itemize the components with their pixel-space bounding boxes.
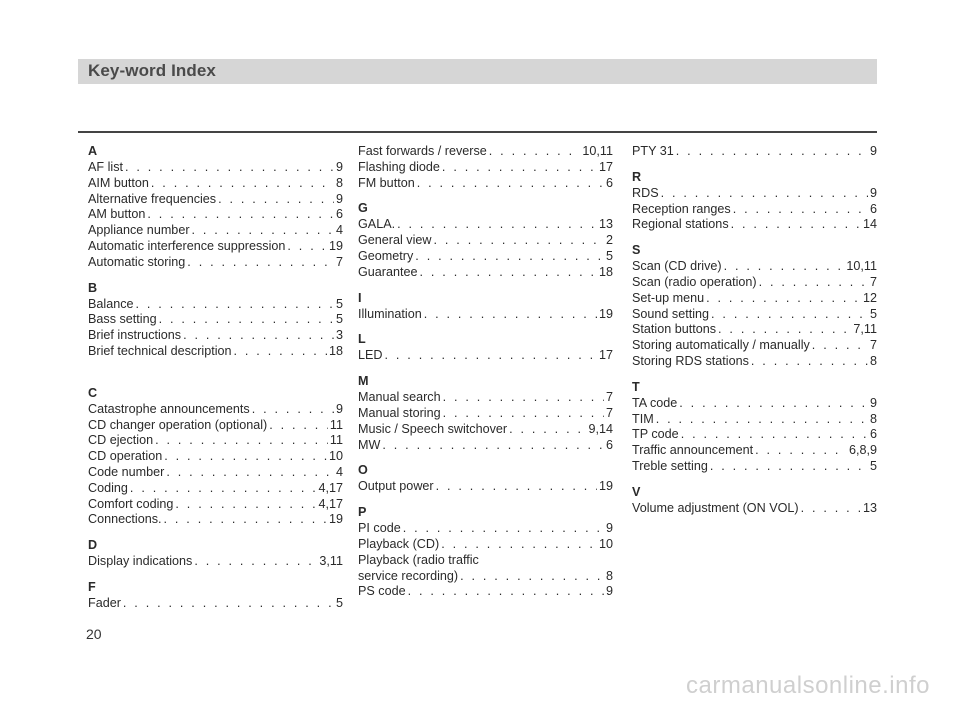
dot-leader xyxy=(415,249,604,265)
index-entry-page: 10 xyxy=(328,449,343,464)
index-entry xyxy=(88,554,343,570)
index-entry-label: RDS xyxy=(632,185,659,200)
index-entry-label: Balance xyxy=(88,296,134,311)
index-entry-label: Catastrophe announcements xyxy=(88,401,250,416)
index-entry xyxy=(358,233,613,249)
section-letter: R xyxy=(632,169,642,184)
index-entry-page: 5 xyxy=(869,306,877,321)
section-letter: D xyxy=(88,538,98,553)
index-entry xyxy=(358,553,613,569)
dot-leader xyxy=(192,223,334,239)
index-entry-label: Output power xyxy=(358,479,434,494)
index-entry-label: Display indications xyxy=(88,554,193,569)
index-entry-label: Volume adjustment (ON VOL) xyxy=(632,500,799,515)
index-entry xyxy=(358,406,613,422)
dot-leader xyxy=(711,307,868,323)
index-entry-page: 10,11 xyxy=(846,259,877,274)
section-letter: B xyxy=(88,280,98,295)
index-entry-label: Coding xyxy=(88,480,128,495)
index-entry-label: Storing automatically / manually xyxy=(632,338,810,353)
index-entry-page: 3,11 xyxy=(319,554,343,569)
index-entry xyxy=(358,348,613,364)
index-entry xyxy=(632,144,877,160)
dot-leader xyxy=(183,328,334,344)
index-column-1 xyxy=(88,144,343,612)
index-entry-page: 5 xyxy=(869,458,877,473)
index-column-2 xyxy=(358,144,613,600)
dot-leader xyxy=(175,497,316,513)
index-entry xyxy=(632,186,877,202)
index-entry-page: 5 xyxy=(605,248,613,263)
section-letter: I xyxy=(358,290,362,305)
section-spacer xyxy=(358,281,613,291)
index-entry-label: Manual search xyxy=(358,390,441,405)
index-entry-label: MW xyxy=(358,437,381,452)
index-entry-page: 7 xyxy=(869,274,877,289)
index-entry-page: 9 xyxy=(335,160,343,174)
page-title: Key-word Index xyxy=(88,61,216,80)
index-entry-label: CD changer operation (optional) xyxy=(88,417,268,432)
index-entry-page: 17 xyxy=(598,159,613,174)
index-entry-page: 6 xyxy=(869,427,877,442)
index-entry xyxy=(88,255,343,271)
section-spacer xyxy=(88,528,343,538)
section-letter: A xyxy=(88,144,98,158)
section-letter: V xyxy=(632,484,641,499)
index-entry xyxy=(632,322,877,338)
dot-leader xyxy=(408,584,604,600)
index-entry-label: AM button xyxy=(88,207,146,222)
index-entry-page: 17 xyxy=(598,348,613,363)
dot-leader xyxy=(123,596,334,612)
index-entry xyxy=(88,223,343,239)
index-entry-page: 6 xyxy=(335,207,343,222)
index-entry-label: General view xyxy=(358,233,432,248)
index-entry-label: Comfort coding xyxy=(88,496,174,511)
header-rule xyxy=(78,131,877,133)
section-spacer xyxy=(358,495,613,505)
index-entry-page: 8 xyxy=(869,411,877,426)
index-entry-label: Flashing diode xyxy=(358,159,440,174)
index-entry-label: GALA. xyxy=(358,217,396,232)
index-entry-label: Regional stations xyxy=(632,217,729,232)
index-entry-page: 8 xyxy=(605,568,613,583)
index-entry-page: 6 xyxy=(605,437,613,452)
header-bar xyxy=(78,59,877,84)
index-entry-page: 19 xyxy=(328,512,343,527)
index-entry xyxy=(88,449,343,465)
dot-leader xyxy=(661,186,868,202)
index-entry-label: Alternative frequencies xyxy=(88,191,217,206)
index-entry-label: Geometry xyxy=(358,248,414,263)
index-entry-page: 9 xyxy=(335,401,343,416)
index-entry xyxy=(632,443,877,459)
dot-leader xyxy=(155,433,328,449)
index-entry xyxy=(88,596,343,612)
dot-leader xyxy=(443,390,604,406)
dot-leader xyxy=(269,418,328,434)
section-spacer xyxy=(632,233,877,243)
index-entry-page: 10,11 xyxy=(582,144,613,158)
index-entry xyxy=(358,390,613,406)
index-entry-label: Storing RDS stations xyxy=(632,353,749,368)
index-entry-page: 5 xyxy=(335,296,343,311)
index-entry-label: PTY 31 xyxy=(632,144,674,158)
index-entry xyxy=(88,497,343,513)
section-spacer xyxy=(88,570,343,580)
index-entry-label: Traffic announcement xyxy=(632,443,754,458)
index-entry xyxy=(88,312,343,328)
dot-leader xyxy=(420,265,597,281)
index-entry xyxy=(88,344,343,360)
dot-leader xyxy=(164,449,327,465)
index-entry xyxy=(358,160,613,176)
index-entry xyxy=(358,217,613,233)
index-entry-label: Connections. xyxy=(88,512,162,527)
section-spacer xyxy=(358,453,613,463)
index-entry-page: 10 xyxy=(598,536,613,551)
index-entry-label: Brief technical description xyxy=(88,343,232,358)
section-spacer xyxy=(358,191,613,201)
index-entry-label: Manual storing xyxy=(358,405,441,420)
index-entry-page: 7 xyxy=(869,338,877,353)
dot-leader xyxy=(656,412,868,428)
index-entry-label: Fader xyxy=(88,595,121,610)
section-letter: O xyxy=(358,463,368,478)
index-entry xyxy=(88,160,343,176)
index-entry-page: 4,17 xyxy=(318,496,343,511)
section-spacer xyxy=(358,364,613,374)
index-entry xyxy=(358,479,613,495)
index-entry xyxy=(358,569,613,585)
dot-leader xyxy=(679,396,868,412)
index-entry-label: Automatic interference suppression xyxy=(88,238,286,253)
dot-leader xyxy=(812,338,868,354)
dot-leader xyxy=(724,259,845,275)
index-entry-page: 11 xyxy=(329,433,343,448)
index-entry-page: 6 xyxy=(869,201,877,216)
index-entry xyxy=(632,412,877,428)
dot-leader xyxy=(676,144,868,160)
dot-leader xyxy=(287,239,327,255)
index-entry-label: Appliance number xyxy=(88,223,190,238)
index-entry-label: Scan (radio operation) xyxy=(632,274,757,289)
section-letter: C xyxy=(88,385,98,400)
dot-leader xyxy=(385,348,597,364)
dot-leader xyxy=(234,344,327,360)
index-entry-page: 9 xyxy=(605,584,613,599)
dot-leader xyxy=(509,422,586,438)
section-letter: S xyxy=(632,243,641,258)
section-letter: M xyxy=(358,374,369,389)
section-letter: L xyxy=(358,332,366,347)
index-entry-page: 13 xyxy=(862,500,877,515)
index-entry-page: 18 xyxy=(598,264,613,279)
dot-leader xyxy=(403,521,604,537)
index-entry-page: 19 xyxy=(598,479,613,494)
index-entry-label: LED xyxy=(358,348,383,363)
index-entry-page: 8 xyxy=(335,175,343,190)
section-spacer xyxy=(88,271,343,281)
dot-leader xyxy=(436,479,597,495)
index-entry xyxy=(632,307,877,323)
index-entry xyxy=(632,396,877,412)
index-entry-page: 4 xyxy=(335,223,343,238)
section-letter: F xyxy=(88,579,96,594)
index-entry xyxy=(358,144,613,160)
index-entry-label: TIM xyxy=(632,411,654,426)
index-entry xyxy=(632,459,877,475)
index-entry-page: 18 xyxy=(328,343,343,358)
section-spacer xyxy=(632,370,877,380)
index-entry-page: 2 xyxy=(605,233,613,248)
dot-leader xyxy=(442,160,597,176)
index-entry xyxy=(88,239,343,255)
index-entry-page: 3 xyxy=(335,328,343,343)
dot-leader xyxy=(718,322,851,338)
dot-leader xyxy=(424,307,597,323)
index-entry-page: 12 xyxy=(862,290,877,305)
index-entry-page: 9,14 xyxy=(588,421,613,436)
index-entry-label: Bass setting xyxy=(88,312,157,327)
index-entry-label: Illumination xyxy=(358,306,422,321)
dot-leader xyxy=(187,255,334,271)
index-entry xyxy=(358,307,613,323)
index-entry-page: 19 xyxy=(598,306,613,321)
index-entry xyxy=(88,433,343,449)
dot-leader xyxy=(417,176,604,192)
dot-leader xyxy=(194,554,317,570)
dot-leader xyxy=(151,176,334,192)
section-spacer xyxy=(88,360,343,386)
dot-leader xyxy=(751,354,868,370)
index-entry-label: AF list xyxy=(88,160,123,174)
index-entry-label: Guarantee xyxy=(358,264,418,279)
index-entry xyxy=(358,249,613,265)
section-spacer xyxy=(632,160,877,170)
dot-leader xyxy=(136,297,334,313)
dot-leader xyxy=(159,312,334,328)
index-entry-label: Music / Speech switchover xyxy=(358,421,508,436)
index-entry-page: 9 xyxy=(869,185,877,200)
dot-leader xyxy=(125,160,334,176)
index-entry-page: 5 xyxy=(335,595,343,610)
index-entry xyxy=(632,259,877,275)
index-entry xyxy=(632,354,877,370)
index-entry xyxy=(88,176,343,192)
index-entry-label: Fast forwards / reverse xyxy=(358,144,487,158)
dot-leader xyxy=(759,275,868,291)
index-entry-label: PI code xyxy=(358,521,401,536)
index-entry-label: Playback (radio traffic xyxy=(358,552,479,567)
index-entry-page: 7,11 xyxy=(853,322,877,337)
dot-leader xyxy=(489,144,581,160)
index-entry-label: TP code xyxy=(632,427,679,442)
index-entry xyxy=(632,291,877,307)
index-entry xyxy=(358,537,613,553)
index-entry-page: 6 xyxy=(605,175,613,190)
index-entry-label: FM button xyxy=(358,175,415,190)
index-entry-label: Scan (CD drive) xyxy=(632,259,722,274)
index-entry-page: 13 xyxy=(598,217,613,232)
index-entry xyxy=(88,192,343,208)
page-number: 20 xyxy=(86,626,102,642)
dot-leader xyxy=(218,192,334,208)
index-entry xyxy=(88,207,343,223)
index-entry-page: 9 xyxy=(605,521,613,536)
dot-leader xyxy=(434,233,604,249)
index-entry-label: Code number xyxy=(88,464,165,479)
index-entry-page: 9 xyxy=(869,395,877,410)
index-entry-page: 7 xyxy=(605,390,613,405)
dot-leader xyxy=(397,217,597,233)
dot-leader xyxy=(443,406,604,422)
index-entry-page: 4,17 xyxy=(318,480,343,495)
index-entry-page: 9 xyxy=(335,191,343,206)
index-entry xyxy=(358,438,613,454)
index-entry-label: AIM button xyxy=(88,175,149,190)
dot-leader xyxy=(166,465,334,481)
index-entry-label: Treble setting xyxy=(632,458,708,473)
index-entry xyxy=(358,422,613,438)
index-entry-page: 11 xyxy=(329,417,343,432)
watermark: carmanualsonline.info xyxy=(686,672,930,699)
dot-leader xyxy=(706,291,861,307)
index-entry xyxy=(358,176,613,192)
index-entry-label: TA code xyxy=(632,395,678,410)
index-entry xyxy=(632,501,877,517)
index-entry xyxy=(88,481,343,497)
dot-leader xyxy=(252,402,334,418)
index-entry xyxy=(632,217,877,233)
section-spacer xyxy=(632,475,877,485)
section-letter: G xyxy=(358,201,368,216)
index-entry-page: 8 xyxy=(869,353,877,368)
index-entry xyxy=(88,512,343,528)
dot-leader xyxy=(130,481,317,497)
index-entry xyxy=(358,265,613,281)
dot-leader xyxy=(733,202,868,218)
index-entry xyxy=(88,402,343,418)
index-entry-label: Playback (CD) xyxy=(358,536,440,551)
index-entry-label: Sound setting xyxy=(632,306,710,321)
dot-leader xyxy=(681,427,868,443)
index-entry xyxy=(88,465,343,481)
index-entry-page: 6,8,9 xyxy=(848,443,877,458)
dot-leader xyxy=(731,217,861,233)
section-letter: P xyxy=(358,505,367,520)
index-entry-label: Automatic storing xyxy=(88,254,186,269)
index-column-3 xyxy=(632,144,877,517)
index-entry-label: Brief instructions xyxy=(88,328,182,343)
index-entry-page: 5 xyxy=(335,312,343,327)
index-entry xyxy=(632,338,877,354)
index-entry xyxy=(88,328,343,344)
index-entry-label: service recording) xyxy=(358,568,459,583)
dot-leader xyxy=(441,537,597,553)
index-entry xyxy=(88,297,343,313)
index-entry xyxy=(632,427,877,443)
index-entry-page: 19 xyxy=(328,238,343,253)
index-entry-page: 9 xyxy=(869,144,877,158)
section-letter: T xyxy=(632,379,640,394)
index-entry-label: CD operation xyxy=(88,449,163,464)
dot-leader xyxy=(164,512,327,528)
index-entry xyxy=(358,521,613,537)
index-entry xyxy=(632,202,877,218)
index-entry xyxy=(88,418,343,434)
index-entry-page: 7 xyxy=(605,405,613,420)
index-entry xyxy=(358,584,613,600)
index-entry-label: Set-up menu xyxy=(632,290,705,305)
dot-leader xyxy=(755,443,847,459)
index-entry-label: CD ejection xyxy=(88,433,154,448)
section-spacer xyxy=(358,322,613,332)
dot-leader xyxy=(801,501,861,517)
dot-leader xyxy=(147,207,334,223)
index-entry-label: Station buttons xyxy=(632,322,717,337)
index-entry-label: Reception ranges xyxy=(632,201,731,216)
index-entry xyxy=(632,275,877,291)
index-entry-page: 7 xyxy=(335,254,343,269)
index-entry-label: PS code xyxy=(358,584,406,599)
dot-leader xyxy=(382,438,604,454)
dot-leader xyxy=(460,569,604,585)
dot-leader xyxy=(710,459,868,475)
index-entry-page: 4 xyxy=(335,464,343,479)
index-entry-page: 14 xyxy=(862,217,877,232)
